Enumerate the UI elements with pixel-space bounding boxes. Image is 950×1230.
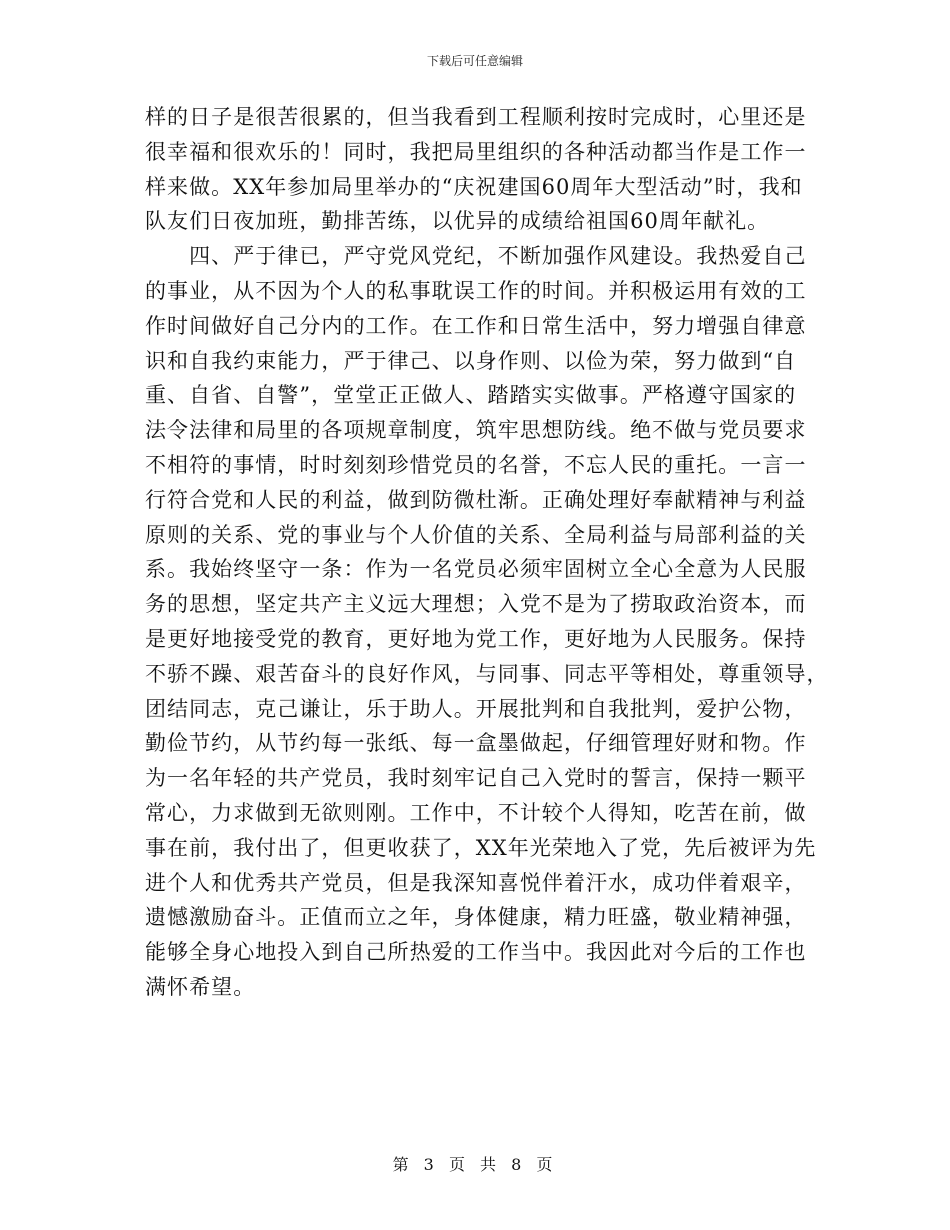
text-line: 满怀希望。: [145, 974, 256, 999]
document-body: [145, 100, 829, 1005]
text-line: 法令法律和局里的各项规章制度，筑牢思想防线。绝不做与党员要求: [145, 418, 807, 443]
text-line: 勤俭节约，从节约每一张纸、每一盒墨做起，仔细管理好财和物。作: [145, 731, 807, 756]
text-line: 为一名年轻的共产党员，我时刻牢记自己入党时的誓言，保持一颗平: [145, 766, 807, 791]
text-line: 样来做。XX年参加局里举办的“庆祝建国60周年大型活动”时，我和: [145, 174, 803, 199]
text-line: 很幸福和很欢乐的！同时，我把局里组织的各种活动都当作是工作一: [145, 139, 807, 164]
text-line: 识和自我约束能力，严于律己、以身作则、以俭为荣，努力做到“自: [145, 348, 797, 373]
page-number-footer: 第 3 页 共 8 页: [392, 1155, 558, 1174]
text-line: 常心，力求做到无欲则刚。工作中，不计较个人得知，吃苦在前，做: [145, 800, 807, 825]
text-line: 不相符的事情，时时刻刻珍惜党员的名誉，不忘人民的重托。一言一: [145, 452, 807, 477]
page-header: 下载后可任意编辑: [426, 54, 523, 68]
text-line: 务的思想，坚定共产主义远大理想；入党不是为了捞取政治资本，而: [145, 592, 807, 617]
text-line: 遗憾激励奋斗。正值而立之年，身体健康，精力旺盛，敬业精神强，: [145, 905, 807, 930]
text-line: 事在前，我付出了，但更收获了，XX年光荣地入了党，先后被评为先: [145, 835, 817, 860]
text-line: 行符合党和人民的利益，做到防微杜渐。正确处理好奉献精神与利益: [145, 487, 807, 512]
text-line: 进个人和优秀共产党员，但是我深知喜悦伴着汗水，成功伴着艰辛，: [145, 870, 807, 895]
text-line: 重、自省、自警”，堂堂正正做人、踏踏实实做事。严格遵守国家的: [145, 383, 797, 408]
text-line: 样的日子是很苦很累的，但当我看到工程顺利按时完成时，心里还是: [145, 105, 807, 129]
text-line: 团结同志，克己谦让，乐于助人。开展批判和自我批判，爱护公物，: [145, 696, 807, 721]
text-line: 作时间做好自己分内的工作。在工作和日常生活中，努力增强自律意: [145, 313, 807, 338]
text-line: 的事业，从不因为个人的私事耽误工作的时间。并积极运用有效的工: [145, 278, 807, 303]
text-line: 能够全身心地投入到自己所热爱的工作当中。我因此对今后的工作也: [145, 940, 807, 965]
text-line: 四、严于律已，严守党风党纪，不断加强作风建设。我热爱自己: [145, 244, 807, 269]
text-line: 队友们日夜加班，勤排苦练，以优异的成绩给祖国60周年献礼。: [145, 209, 770, 234]
text-line: 系。我始终坚守一条：作为一名党员必须牢固树立全心全意为人民服: [145, 557, 807, 582]
text-line: 是更好地接受党的教育，更好地为党工作，更好地为人民服务。保持: [145, 626, 807, 651]
text-line: 不骄不躁、艰苦奋斗的良好作风，与同事、同志平等相处，尊重领导，: [145, 661, 829, 686]
text-line: 原则的关系、党的事业与个人价值的关系、全局利益与局部利益的关: [145, 522, 807, 547]
